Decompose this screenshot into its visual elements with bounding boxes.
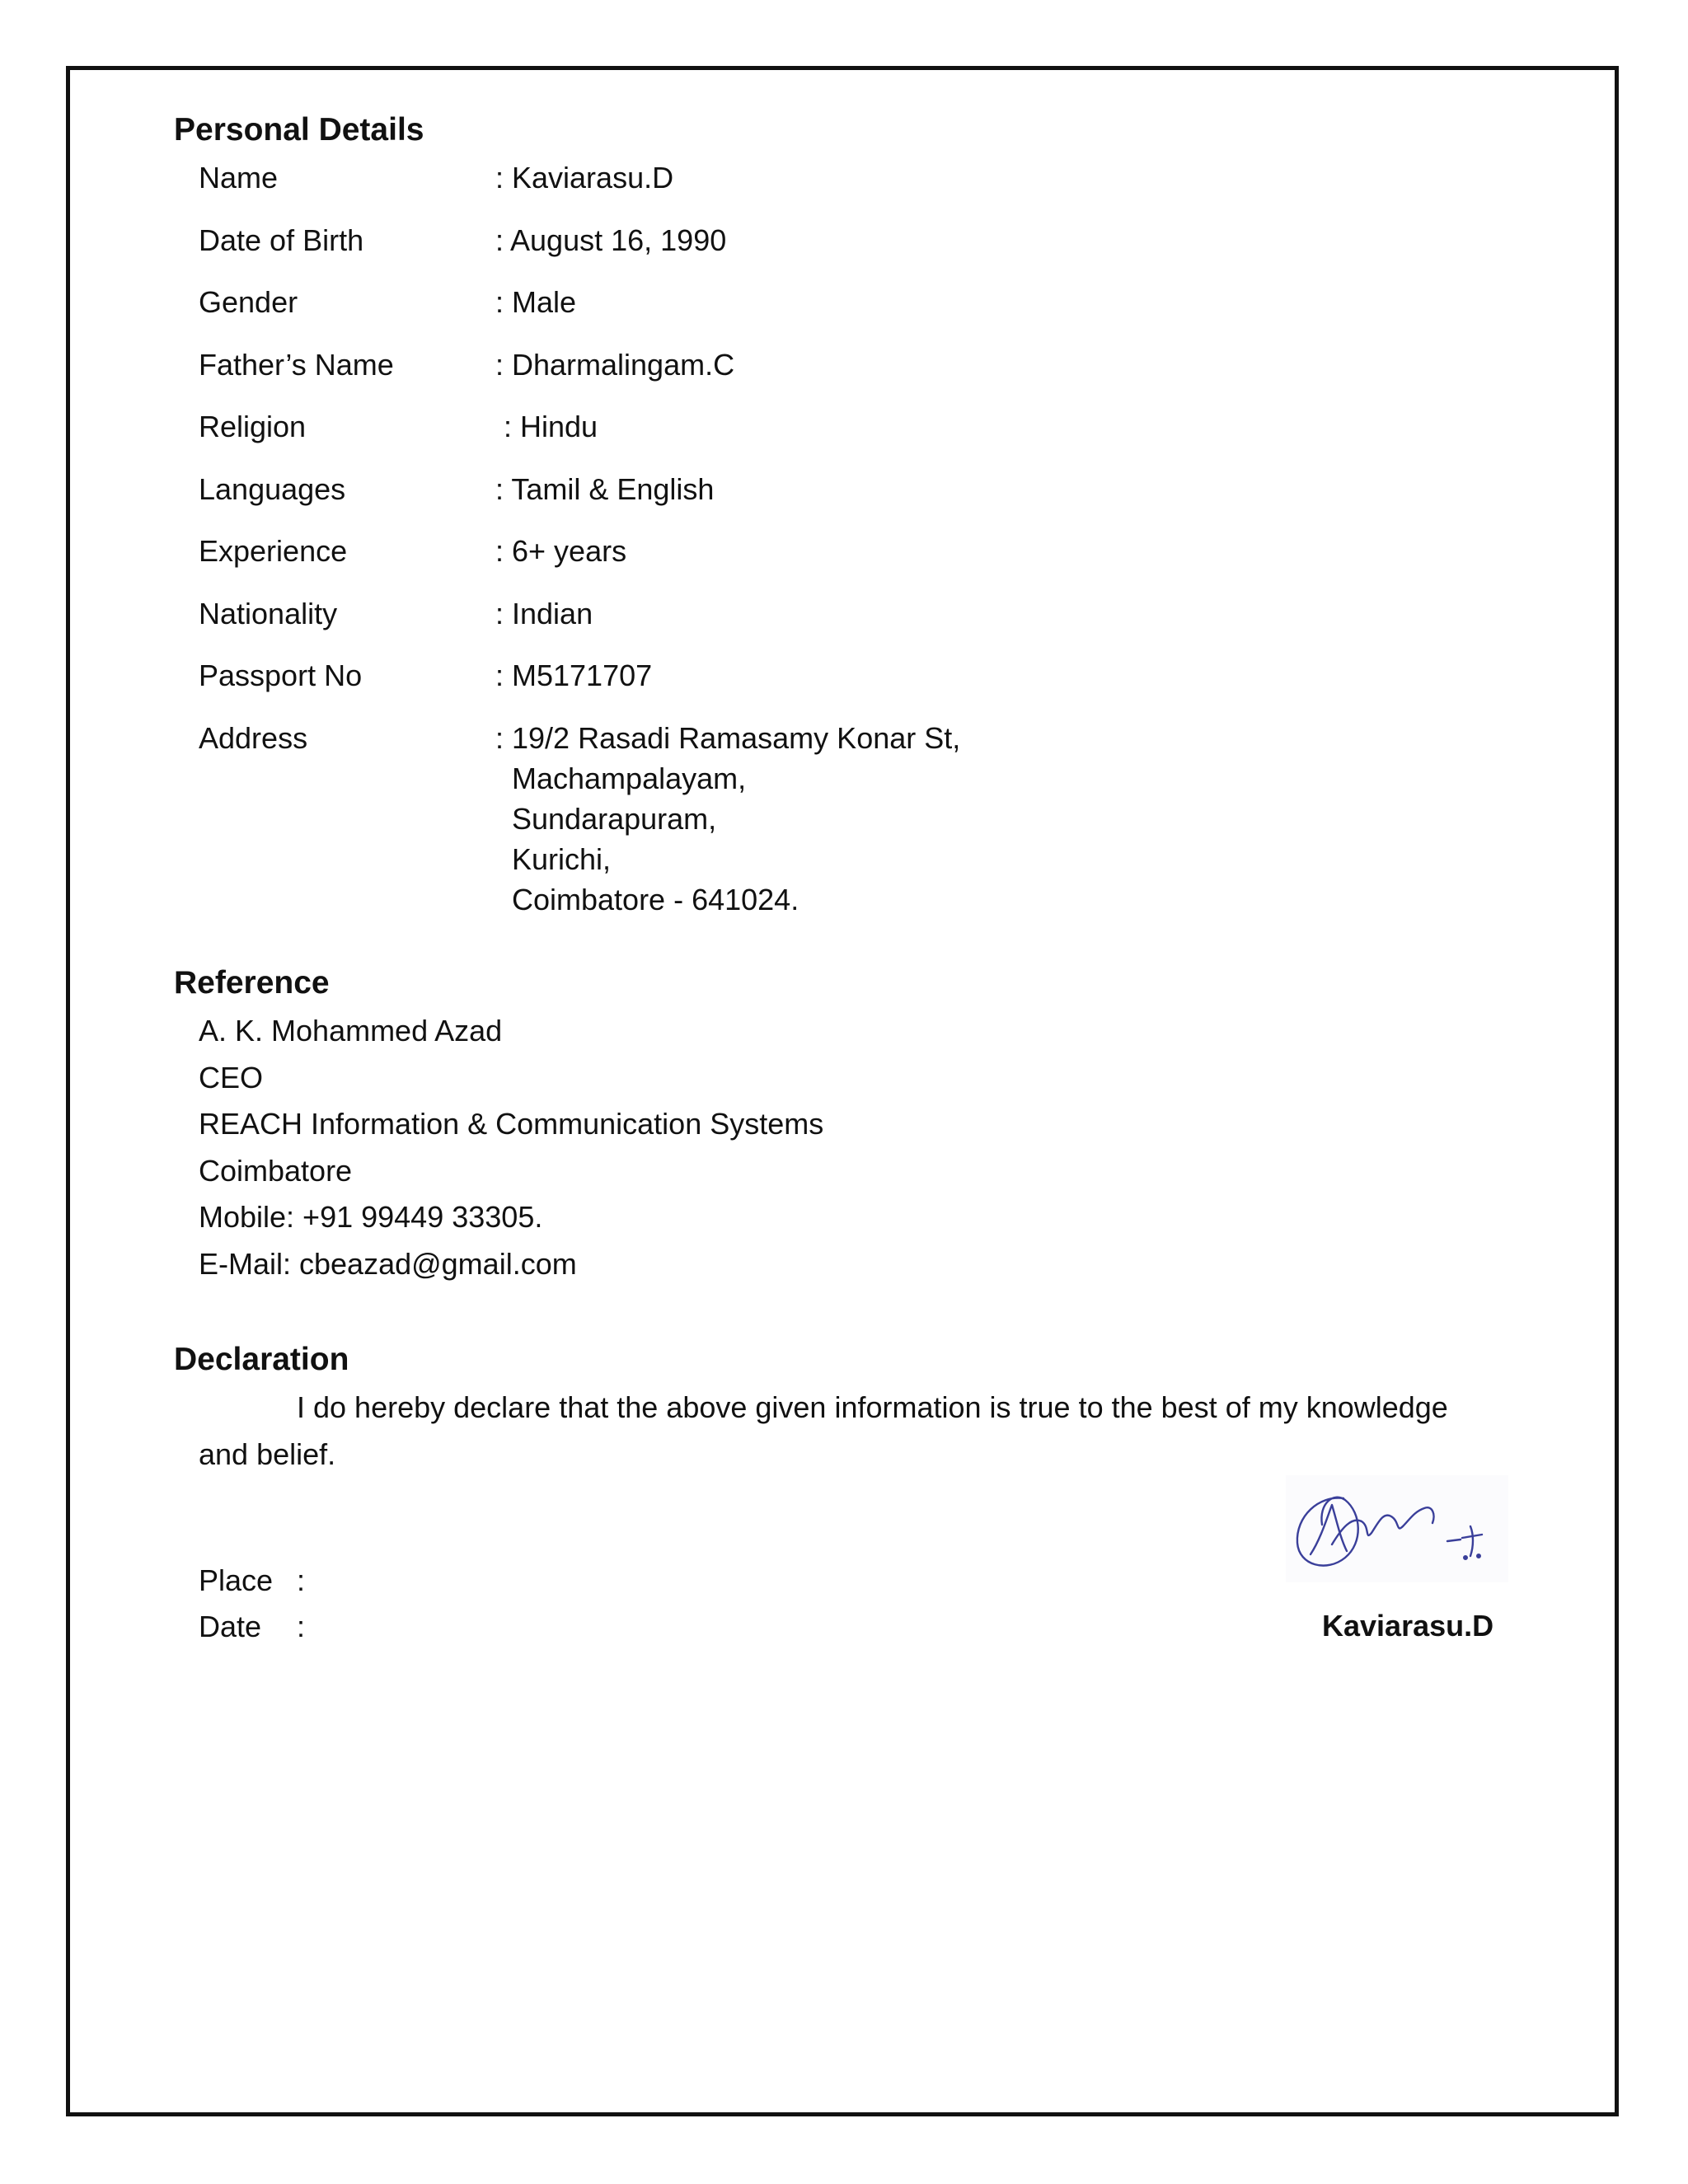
reference-heading: Reference — [174, 965, 330, 1001]
address-label: Address — [199, 721, 308, 755]
address-value: : 19/2 Rasadi Ramasamy Konar St, — [495, 721, 961, 755]
languages-label: Languages — [199, 472, 346, 506]
declaration-text-line-2: and belief. — [199, 1437, 336, 1471]
date-separator: : — [297, 1610, 306, 1643]
signature-image — [1286, 1475, 1508, 1582]
nationality-label: Nationality — [199, 597, 338, 630]
reference-email: E-Mail: cbeazad@gmail.com — [199, 1247, 577, 1281]
experience-label: Experience — [199, 534, 348, 568]
reference-company: REACH Information & Communication Systems — [199, 1107, 824, 1141]
place-separator: : — [297, 1563, 306, 1597]
reference-mobile: Mobile: +91 99449 33305. — [199, 1200, 543, 1234]
gender-value: : Male — [495, 285, 577, 319]
fathers-name-label: Father’s Name — [199, 348, 394, 382]
passport-value: : M5171707 — [495, 658, 653, 692]
name-value: : Kaviarasu.D — [495, 161, 674, 194]
dob-value: : August 16, 1990 — [495, 223, 727, 257]
address-line-5: Coimbatore - 641024. — [512, 883, 799, 916]
address-line-4: Kurichi, — [512, 842, 612, 876]
religion-value: : Hindu — [495, 410, 598, 443]
passport-label: Passport No — [199, 658, 363, 692]
religion-label: Religion — [199, 410, 307, 443]
date-label: Date — [199, 1610, 262, 1643]
reference-city: Coimbatore — [199, 1154, 353, 1188]
fathers-name-value: : Dharmalingam.C — [495, 348, 735, 382]
reference-name: A. K. Mohammed Azad — [199, 1014, 503, 1047]
experience-value: : 6+ years — [495, 534, 627, 568]
declaration-text-line-1: I do hereby declare that the above given information is true to the best of my knowledge — [297, 1390, 1448, 1424]
dob-label: Date of Birth — [199, 223, 364, 257]
signature-name: Kaviarasu.D — [1322, 1609, 1494, 1643]
declaration-heading: Declaration — [174, 1342, 349, 1377]
personal-details-heading: Personal Details — [174, 112, 424, 148]
place-label: Place — [199, 1563, 274, 1597]
address-line-3: Sundarapuram, — [512, 802, 717, 836]
reference-designation: CEO — [199, 1061, 264, 1094]
name-label: Name — [199, 161, 279, 194]
gender-label: Gender — [199, 285, 298, 319]
address-line-2: Machampalayam, — [512, 762, 747, 795]
languages-value: : Tamil & English — [495, 472, 715, 506]
nationality-value: : Indian — [495, 597, 593, 630]
